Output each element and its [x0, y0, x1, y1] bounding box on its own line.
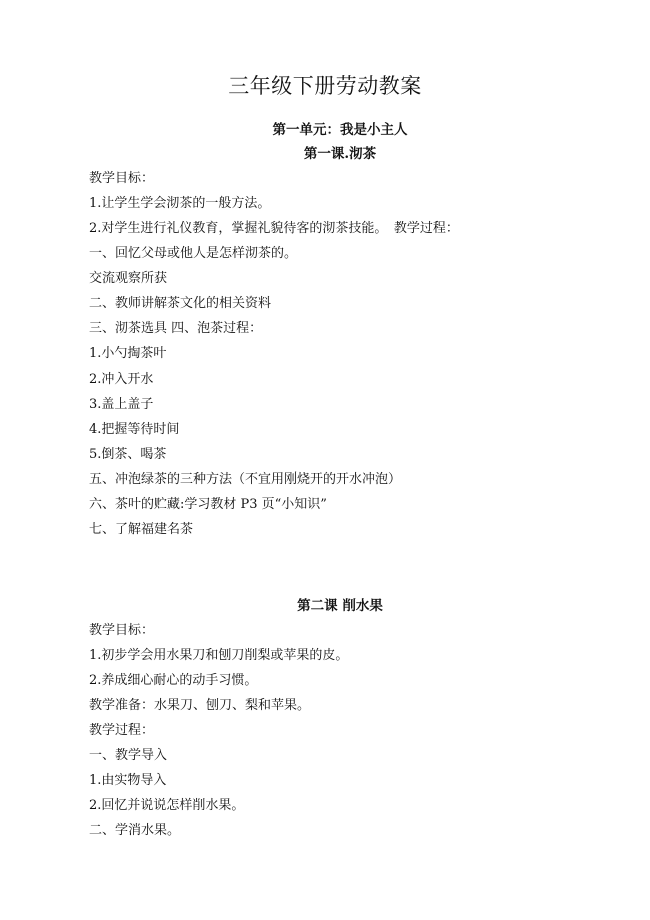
lesson1-line: 三、沏茶选具 四、泡茶过程： — [89, 321, 263, 336]
lesson2-line: 教学过程： — [89, 723, 155, 738]
lesson1-line: 六、茶叶的贮藏:学习教材 P3 页“小知识” — [89, 497, 327, 512]
lesson1-line: 4.把握等待时间 — [89, 422, 180, 437]
lesson1-line: 交流观察所获 — [89, 271, 168, 286]
lesson1-line: 1.让学生学会沏茶的一般方法。 — [89, 196, 271, 211]
lesson1-line: 教学目标： — [89, 171, 155, 186]
unit-heading: 第一单元：我是小主人 — [272, 122, 408, 138]
lesson1-line: 七、了解福建名茶 — [89, 522, 194, 537]
lesson1-line: 五、冲泡绿茶的三种方法（不宜用刚烧开的开水冲泡） — [89, 472, 402, 487]
lesson2-heading: 第二课 削水果 — [297, 598, 383, 614]
lesson2-line: 一、教学导入 — [89, 748, 168, 763]
lesson2-line: 1.初步学会用水果刀和刨刀削梨或苹果的皮。 — [89, 648, 349, 663]
lesson2-line: 1.由实物导入 — [89, 773, 167, 788]
lesson1-heading: 第一课.沏茶 — [303, 146, 377, 162]
lesson2-line: 教学目标： — [89, 623, 155, 638]
lesson2-line: 二、学消水果。 — [89, 823, 181, 838]
lesson2-line: 2.养成细心耐心的动手习惯。 — [89, 673, 258, 688]
lesson1-line: 2.对学生进行礼仪教育，掌握礼貌待客的沏茶技能。 教学过程： — [89, 221, 459, 236]
lesson1-line: 一、回忆父母或他人是怎样沏茶的。 — [89, 246, 298, 261]
lesson1-line: 2.冲入开水 — [89, 372, 154, 387]
lesson1-line: 5.倒茶、喝茶 — [89, 447, 167, 462]
lesson1-line: 1.小勺掏茶叶 — [89, 346, 167, 361]
lesson2-line: 2.回忆并说说怎样削水果。 — [89, 798, 245, 813]
lesson1-line: 二、教师讲解茶文化的相关资料 — [89, 296, 272, 311]
document-title: 三年级下册劳动教案 — [228, 74, 422, 98]
lesson2-line: 教学准备：水果刀、刨刀、梨和苹果。 — [89, 698, 311, 713]
lesson1-line: 3.盖上盖子 — [89, 397, 154, 412]
